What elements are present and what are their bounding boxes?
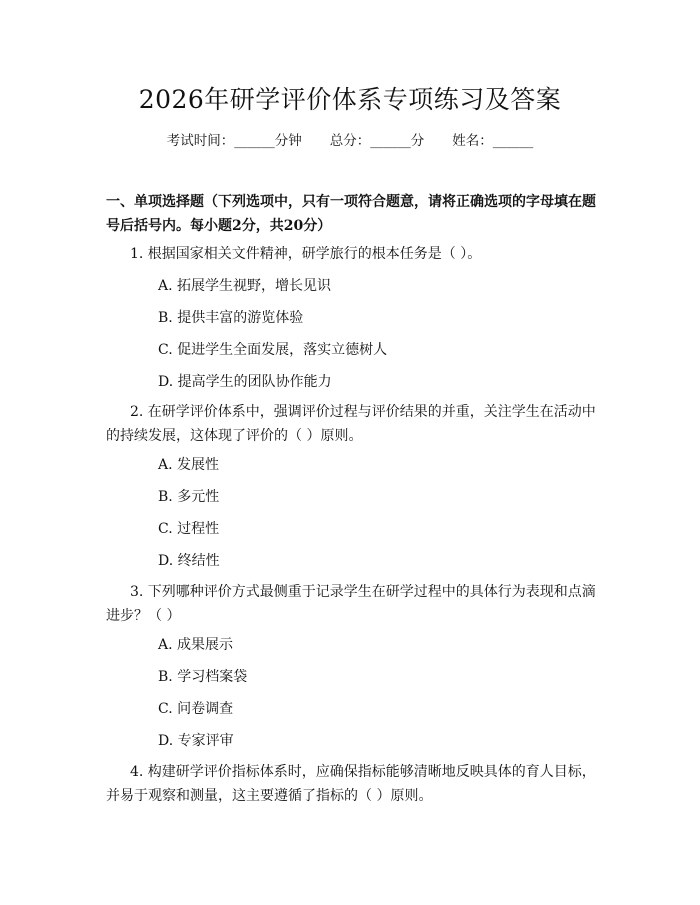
document-title: 2026年研学评价体系专项练习及答案 (138, 85, 562, 114)
question-1-option-c: C. 促进学生全面发展，落实立德树人 (158, 342, 388, 358)
exam-info-line (0, 131, 700, 151)
question-1-option-a: A. 拓展学生视野，增长见识 (158, 278, 332, 294)
question-1-stem: 1. 根据国家相关文件精神，研学旅行的根本任务是（ ）。 (130, 246, 482, 262)
student-name-field: 姓名：______ (452, 133, 534, 149)
question-3-option-a: A. 成果展示 (158, 637, 234, 653)
question-2-stem: 2. 在研学评价体系中，强调评价过程与评价结果的并重，关注学生在活动中的持续发展，这体现了评价的（ ）原则。 (106, 404, 596, 444)
section-heading: 一、单项选择题（下列选项中，只有一项符合题意，请将正确选项的字母填在题号后括号内。每小题2分，共20分） (106, 194, 596, 234)
question-1-option-b: B. 提供丰富的游览体验 (158, 310, 304, 326)
question-2-option-c: C. 过程性 (158, 521, 220, 537)
question-3-option-b: B. 学习档案袋 (158, 669, 248, 685)
question-2-option-a: A. 发展性 (158, 457, 220, 473)
question-3-option-d: D. 专家评审 (158, 733, 234, 749)
exam-time-field: 考试时间：______分钟 (166, 133, 302, 149)
question-3-option-c: C. 问卷调查 (158, 701, 234, 717)
question-1-option-d: D. 提高学生的团队协作能力 (158, 374, 332, 390)
question-2-option-d: D. 终结性 (158, 553, 220, 569)
question-2-option-b: B. 多元性 (158, 489, 220, 505)
question-4-stem: 4. 构建研学评价指标体系时，应确保指标能够清晰地反映具体的育人目标，并易于观察和测量，这主要遵循了指标的（ ）原则。 (106, 764, 596, 804)
question-3-stem: 3. 下列哪种评价方式最侧重于记录学生在研学过程中的具体行为表现和点滴进步？（ ） (106, 584, 596, 624)
total-score-field: 总分：______分 (329, 133, 425, 149)
